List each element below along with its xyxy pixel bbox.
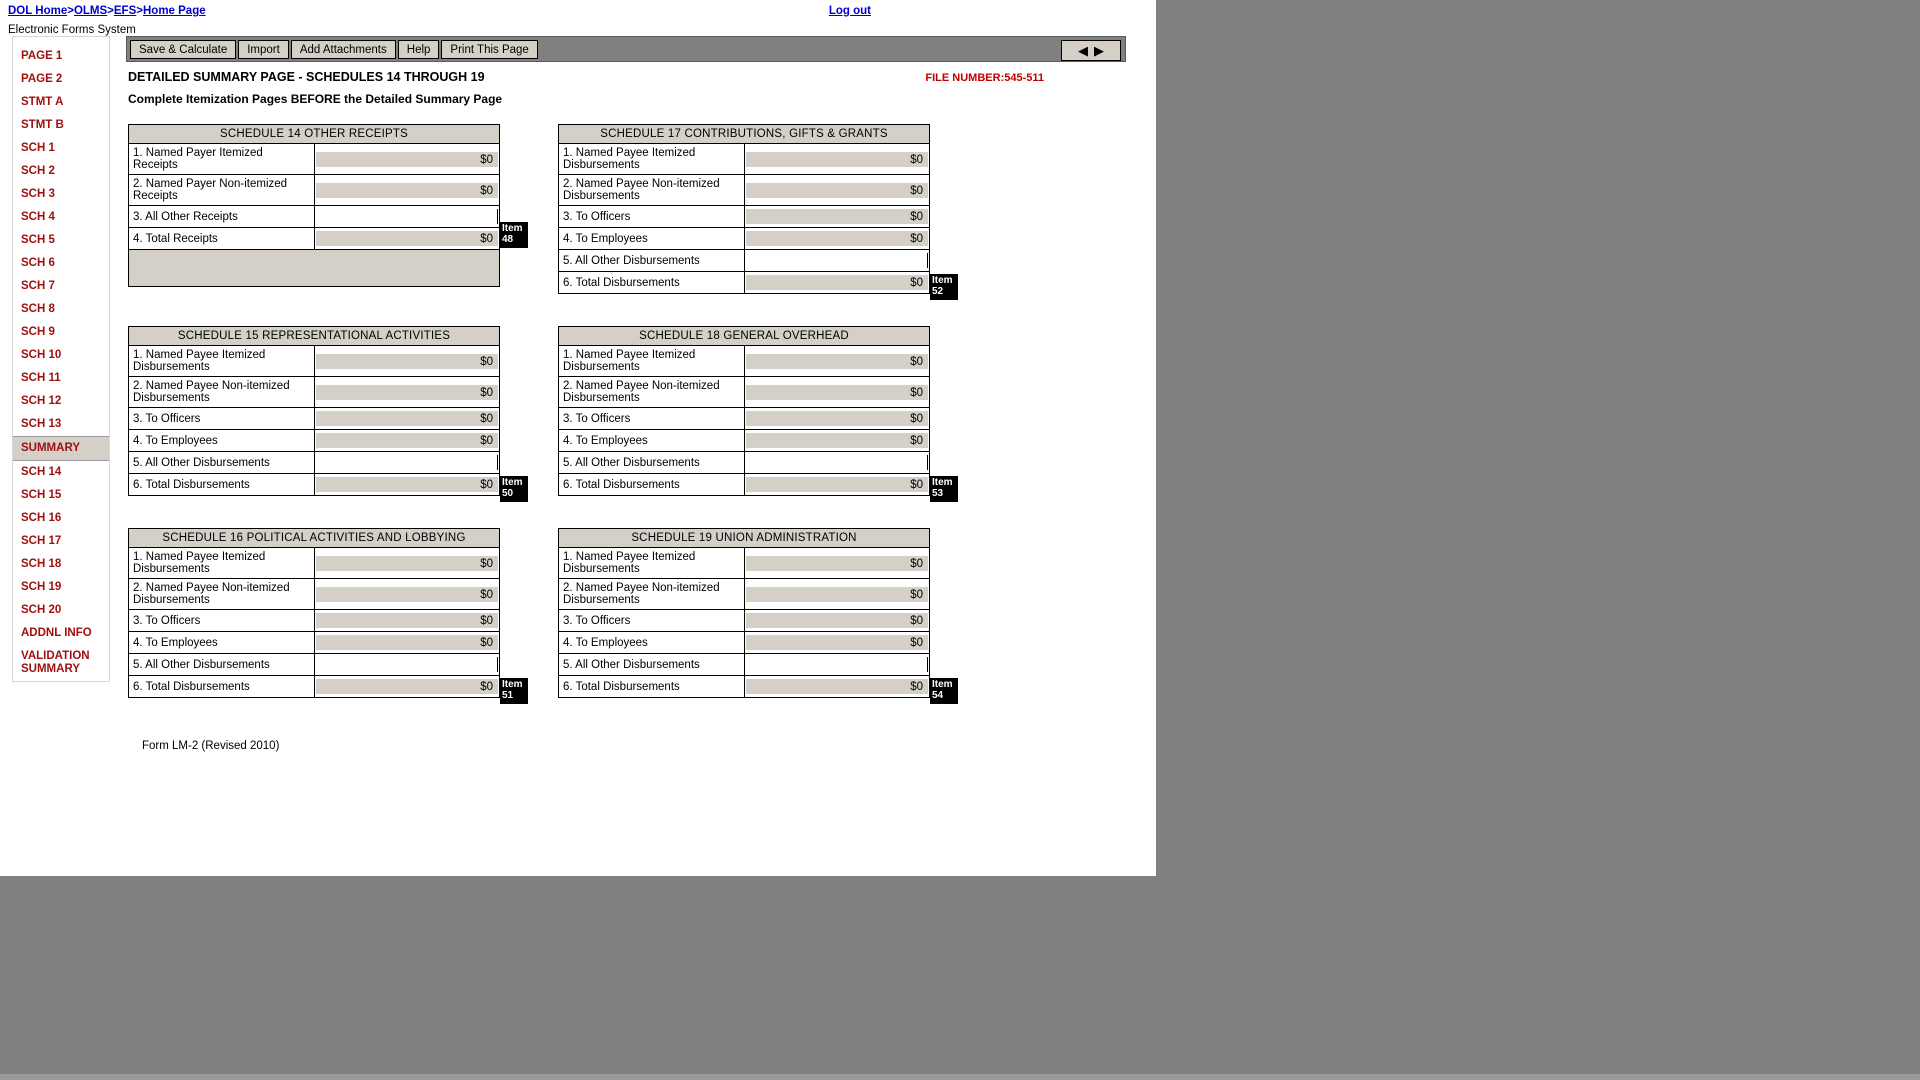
schedule-row-label: 2. Named Payee Non-itemized Disbursements <box>559 579 745 610</box>
sidebar-item-sch-18[interactable] <box>13 553 109 576</box>
add-attachments-button[interactable]: Add Attachments <box>291 40 396 59</box>
schedule-row-label: 6. Total Disbursements <box>559 474 745 496</box>
schedule-title: SCHEDULE 15 REPRESENTATIONAL ACTIVITIES <box>129 327 500 346</box>
schedule-row-amount <box>314 632 500 654</box>
sidebar-item-summary[interactable] <box>13 436 109 461</box>
sidebar-item-sch-16[interactable] <box>13 507 109 530</box>
schedule-row <box>559 250 930 272</box>
amount-value: $0 <box>746 477 929 492</box>
schedule-row-amount <box>744 206 930 228</box>
sidebar-item-sch-1[interactable] <box>13 137 109 160</box>
amount-value: $0 <box>746 635 929 650</box>
schedule-row <box>129 632 500 654</box>
schedule-title-row <box>559 327 930 346</box>
schedule-row-label: 2. Named Payer Non-itemized Receipts <box>129 175 315 206</box>
schedule-row-label: 2. Named Payee Non-itemized Disbursements <box>559 377 745 408</box>
schedule-title: SCHEDULE 16 POLITICAL ACTIVITIES AND LOBBYING <box>129 529 500 548</box>
breadcrumb <box>8 3 206 17</box>
sidebar-item-label: ADDNL INFO <box>21 627 92 639</box>
amount-value <box>316 209 499 224</box>
amount-value: $0 <box>746 587 929 602</box>
schedule-row-label: 5. All Other Disbursements <box>559 654 745 676</box>
schedule-row <box>559 632 930 654</box>
schedule-table <box>128 528 500 698</box>
schedule-row-input[interactable] <box>314 654 500 676</box>
amount-value <box>746 253 929 268</box>
schedule-title: SCHEDULE 19 UNION ADMINISTRATION <box>559 529 930 548</box>
schedule-row-label: 6. Total Disbursements <box>559 272 745 294</box>
schedule-row <box>559 676 930 698</box>
schedule-row-label: 3. To Officers <box>559 610 745 632</box>
desktop-taskbar <box>0 1074 1920 1080</box>
schedule-row-label: 2. Named Payee Non-itemized Disbursements <box>129 579 315 610</box>
schedule-row-label: 1. Named Payee Itemized Disbursements <box>559 346 745 377</box>
sidebar-item-sch-9[interactable] <box>13 321 109 344</box>
schedule-row-amount <box>314 430 500 452</box>
schedule-row <box>129 206 500 228</box>
sidebar-item-sch-3[interactable] <box>13 183 109 206</box>
schedule-row-amount <box>744 430 930 452</box>
schedule-row-label: 1. Named Payee Itemized Disbursements <box>559 144 745 175</box>
sidebar-item-label: SCH 7 <box>21 280 55 292</box>
sidebar-item-label: SCH 14 <box>21 466 62 478</box>
schedule-row-label: 1. Named Payer Itemized Receipts <box>129 144 315 175</box>
schedule-row <box>129 610 500 632</box>
item-number-tag: Item 48 <box>500 222 528 248</box>
schedule-row-label: 6. Total Disbursements <box>129 676 315 698</box>
schedule-row-amount <box>744 175 930 206</box>
sidebar-item-stmt-b[interactable] <box>13 114 109 137</box>
schedule-row-label: 3. To Officers <box>559 206 745 228</box>
page-subtitle: Complete Itemization Pages BEFORE the Detailed Summary Page <box>128 92 503 106</box>
sidebar-item-label: SCH 19 <box>21 581 62 593</box>
schedule-row-label: 3. To Officers <box>129 610 315 632</box>
schedule-row-amount <box>314 676 500 698</box>
sidebar-item-stmt-a[interactable] <box>13 91 109 114</box>
schedule-row-amount <box>744 579 930 610</box>
amount-value: $0 <box>746 613 929 628</box>
schedule-row-input[interactable] <box>744 654 930 676</box>
schedule-row-label: 3. To Officers <box>129 408 315 430</box>
schedule-row-amount <box>314 144 500 175</box>
print-this-page-button[interactable]: Print This Page <box>441 40 537 59</box>
schedule-row <box>559 272 930 294</box>
top-navigation-bar <box>0 0 1156 19</box>
schedule-row-label: 1. Named Payee Itemized Disbursements <box>129 548 315 579</box>
sidebar-item-validation-summary[interactable] <box>13 645 109 681</box>
sidebar-item-label: SCH 13 <box>21 418 62 430</box>
sidebar-item-label: SCH 20 <box>21 604 62 616</box>
sidebar-item-label: SCH 6 <box>21 257 55 269</box>
next-page-arrow-icon[interactable]: ▶ <box>1094 43 1104 58</box>
sidebar-item-label: SCH 1 <box>21 142 55 154</box>
schedule-row-input[interactable] <box>744 452 930 474</box>
sidebar-item-sch-10[interactable] <box>13 344 109 367</box>
schedule-title: SCHEDULE 18 GENERAL OVERHEAD <box>559 327 930 346</box>
sidebar-item-sch-11[interactable] <box>13 367 109 390</box>
form-footer-note: Form LM-2 (Revised 2010) <box>142 740 280 752</box>
schedule-title-row <box>129 125 500 144</box>
schedule-row-amount <box>314 175 500 206</box>
schedule-row-amount <box>314 377 500 408</box>
page-header <box>126 70 1126 84</box>
schedule-row <box>129 346 500 377</box>
schedule-row <box>129 377 500 408</box>
item-number-tag: Item 54 <box>930 678 958 704</box>
schedule-block <box>558 124 958 297</box>
page-title: DETAILED SUMMARY PAGE - SCHEDULES 14 THROUGH 19 <box>128 70 485 84</box>
amount-value: $0 <box>746 556 929 571</box>
schedule-row-amount <box>744 408 930 430</box>
schedule-row-amount <box>744 346 930 377</box>
schedule-row-label: 4. To Employees <box>129 632 315 654</box>
item-number-tag: Item 53 <box>930 476 958 502</box>
schedule-title-row <box>559 529 930 548</box>
schedule-row <box>129 654 500 676</box>
schedule-row <box>559 408 930 430</box>
sidebar-item-label: PAGE 2 <box>21 73 63 85</box>
schedule-table <box>128 326 500 496</box>
sidebar-item-label: SCH 12 <box>21 395 62 407</box>
sidebar-item-sch-12[interactable] <box>13 390 109 413</box>
schedule-row <box>559 579 930 610</box>
schedule-row-label: 5. All Other Disbursements <box>559 452 745 474</box>
breadcrumb-link-home-page[interactable]: Home Page <box>142 5 206 17</box>
schedule-row-amount <box>744 610 930 632</box>
schedule-row <box>559 654 930 676</box>
amount-value: $0 <box>316 587 499 602</box>
sidebar-item-label: SCH 2 <box>21 165 55 177</box>
sidebar-item-label: SCH 9 <box>21 326 55 338</box>
schedule-row <box>559 610 930 632</box>
schedule-row-label: 5. All Other Disbursements <box>129 654 315 676</box>
sidebar-item-sch-17[interactable] <box>13 530 109 553</box>
schedule-row-amount <box>314 548 500 579</box>
amount-value: $0 <box>316 411 499 426</box>
schedule-row-amount <box>314 346 500 377</box>
amount-value <box>316 455 499 470</box>
schedule-row-input[interactable] <box>314 206 500 228</box>
sidebar-navigation <box>12 36 110 682</box>
schedule-row-amount <box>744 228 930 250</box>
sidebar-item-label: STMT B <box>21 119 64 131</box>
amount-value: $0 <box>316 183 499 198</box>
schedule-row-label: 4. To Employees <box>559 632 745 654</box>
schedule-row <box>559 144 930 175</box>
sidebar-item-sch-15[interactable] <box>13 484 109 507</box>
item-number-tag: Item 50 <box>500 476 528 502</box>
sidebar-item-addnl-info[interactable] <box>13 622 109 645</box>
sidebar-item-label: SCH 17 <box>21 535 62 547</box>
logout-link-container <box>829 3 871 17</box>
schedule-row <box>559 228 930 250</box>
amount-value: $0 <box>746 231 929 246</box>
sidebar-item-label: STMT A <box>21 96 64 108</box>
sidebar-item-sch-4[interactable] <box>13 206 109 229</box>
schedule-row-label: 3. All Other Receipts <box>129 206 315 228</box>
schedule-row <box>129 175 500 206</box>
schedule-row-amount <box>314 579 500 610</box>
amount-value <box>746 657 929 672</box>
breadcrumb-link-efs[interactable]: EFS <box>113 5 137 17</box>
breadcrumb-link-olms[interactable]: OLMS <box>73 5 108 17</box>
schedule-row <box>129 474 500 496</box>
schedule-table <box>558 528 930 698</box>
schedule-row-amount <box>744 548 930 579</box>
amount-value: $0 <box>746 385 929 400</box>
schedules-grid <box>126 124 1126 701</box>
schedule-row-amount <box>314 474 500 496</box>
schedule-row-label: 6. Total Disbursements <box>129 474 315 496</box>
amount-value: $0 <box>316 679 499 694</box>
schedule-row-input[interactable] <box>314 452 500 474</box>
schedule-table <box>558 124 930 294</box>
schedule-row-label: 4. To Employees <box>559 228 745 250</box>
schedule-filler-row <box>129 250 500 287</box>
schedule-row-label: 6. Total Disbursements <box>559 676 745 698</box>
schedule-table <box>558 326 930 496</box>
schedule-row-input[interactable] <box>744 250 930 272</box>
amount-value: $0 <box>746 354 929 369</box>
amount-value: $0 <box>316 433 499 448</box>
sidebar-item-sch-14[interactable] <box>13 461 109 484</box>
sidebar-item-sch-13[interactable] <box>13 413 109 436</box>
breadcrumb-separator-2: > <box>107 5 114 17</box>
sidebar-item-label: SCH 15 <box>21 489 62 501</box>
schedule-table <box>128 124 500 287</box>
schedule-row-label: 2. Named Payee Non-itemized Disbursements <box>129 377 315 408</box>
schedule-row-amount <box>744 474 930 496</box>
amount-value: $0 <box>746 679 929 694</box>
help-button[interactable]: Help <box>398 40 440 59</box>
amount-value: $0 <box>746 183 929 198</box>
import-button[interactable]: Import <box>238 40 289 59</box>
previous-page-arrow-icon[interactable]: ◀ <box>1078 43 1088 58</box>
amount-value: $0 <box>316 231 499 246</box>
schedule-row-amount <box>744 272 930 294</box>
amount-value: $0 <box>316 613 499 628</box>
breadcrumb-link-dol-home[interactable]: DOL Home <box>8 5 68 17</box>
sidebar-item-label: SCH 3 <box>21 188 55 200</box>
amount-value <box>746 455 929 470</box>
schedule-row <box>559 548 930 579</box>
file-number: FILE NUMBER:545-511 <box>925 72 1044 84</box>
logout-link[interactable]: Log out <box>828 5 871 17</box>
sidebar-item-label: PAGE 1 <box>21 50 63 62</box>
schedule-row-amount <box>744 676 930 698</box>
sidebar-item-page-2[interactable] <box>13 68 109 91</box>
sidebar-item-page-1[interactable] <box>13 45 109 68</box>
schedule-title-row <box>129 327 500 346</box>
amount-value <box>316 657 499 672</box>
schedule-row-amount <box>314 610 500 632</box>
schedule-row-label: 1. Named Payee Itemized Disbursements <box>129 346 315 377</box>
schedule-row <box>559 206 930 228</box>
schedule-block <box>558 326 958 499</box>
application-name: Electronic Forms System <box>8 24 136 36</box>
sidebar-item-sch-6[interactable] <box>13 252 109 275</box>
schedule-row-label: 2. Named Payee Non-itemized Disbursements <box>559 175 745 206</box>
schedule-row-label: 5. All Other Disbursements <box>559 250 745 272</box>
schedule-row <box>129 676 500 698</box>
item-number-tag: Item 52 <box>930 274 958 300</box>
schedule-row-label: 4. To Employees <box>129 430 315 452</box>
amount-value: $0 <box>746 411 929 426</box>
schedule-filler-cell <box>129 250 500 287</box>
sidebar-item-label: SCH 5 <box>21 234 55 246</box>
amount-value: $0 <box>316 152 499 167</box>
amount-value: $0 <box>746 275 929 290</box>
sidebar-item-sch-5[interactable] <box>13 229 109 252</box>
schedule-row <box>559 474 930 496</box>
schedule-row <box>129 430 500 452</box>
breadcrumb-separator-3: > <box>136 5 143 17</box>
schedule-block <box>558 528 958 701</box>
schedule-title: SCHEDULE 17 CONTRIBUTIONS, GIFTS & GRANTS <box>559 125 930 144</box>
schedule-row <box>559 346 930 377</box>
amount-value: $0 <box>316 477 499 492</box>
schedule-row <box>129 579 500 610</box>
amount-value: $0 <box>316 635 499 650</box>
schedule-row <box>559 175 930 206</box>
schedule-title: SCHEDULE 14 OTHER RECEIPTS <box>129 125 500 144</box>
sidebar-item-label: SCH 8 <box>21 303 55 315</box>
save-and-calculate-button[interactable]: Save & Calculate <box>130 40 236 59</box>
schedule-row <box>559 452 930 474</box>
sidebar-item-label: VALIDATION SUMMARY <box>21 650 90 675</box>
schedule-row <box>129 548 500 579</box>
sidebar-item-label: SCH 4 <box>21 211 55 223</box>
schedule-title-row <box>559 125 930 144</box>
action-toolbar <box>126 36 1126 62</box>
schedule-row-label: 1. Named Payee Itemized Disbursements <box>559 548 745 579</box>
schedule-row-label: 4. Total Receipts <box>129 228 315 250</box>
schedule-block <box>128 124 528 294</box>
sidebar-item-sch-2[interactable] <box>13 160 109 183</box>
schedule-row <box>129 144 500 175</box>
amount-value: $0 <box>316 354 499 369</box>
sidebar-item-sch-19[interactable] <box>13 576 109 599</box>
schedule-row-amount <box>744 632 930 654</box>
schedule-row <box>559 377 930 408</box>
schedule-row-amount <box>744 144 930 175</box>
amount-value: $0 <box>746 209 929 224</box>
breadcrumb-separator-1: > <box>67 5 74 17</box>
schedule-row <box>559 430 930 452</box>
schedule-row-amount <box>314 228 500 250</box>
schedule-row <box>129 452 500 474</box>
schedule-block <box>128 326 528 499</box>
item-number-tag: Item 51 <box>500 678 528 704</box>
page-layout <box>0 36 1156 752</box>
sidebar-item-label: SCH 10 <box>21 349 62 361</box>
sidebar-item-label: SCH 18 <box>21 558 62 570</box>
sidebar-item-label: SUMMARY <box>21 442 80 454</box>
schedule-row <box>129 408 500 430</box>
sidebar-item-sch-20[interactable] <box>13 599 109 622</box>
sidebar-item-sch-8[interactable] <box>13 298 109 321</box>
schedule-row-amount <box>314 408 500 430</box>
sidebar-item-label: SCH 16 <box>21 512 62 524</box>
amount-value: $0 <box>316 556 499 571</box>
schedule-row-label: 5. All Other Disbursements <box>129 452 315 474</box>
amount-value: $0 <box>746 152 929 167</box>
schedule-row-label: 4. To Employees <box>559 430 745 452</box>
schedule-title-row <box>129 529 500 548</box>
page-navigation-arrows[interactable] <box>1061 40 1121 61</box>
schedule-block <box>128 528 528 701</box>
schedule-row-label: 3. To Officers <box>559 408 745 430</box>
schedule-row <box>129 228 500 250</box>
amount-value: $0 <box>746 433 929 448</box>
amount-value: $0 <box>316 385 499 400</box>
schedule-row-amount <box>744 377 930 408</box>
main-content <box>126 36 1126 752</box>
sidebar-item-label: SCH 11 <box>21 372 61 384</box>
efs-application-window <box>0 0 1156 876</box>
sidebar-item-sch-7[interactable] <box>13 275 109 298</box>
